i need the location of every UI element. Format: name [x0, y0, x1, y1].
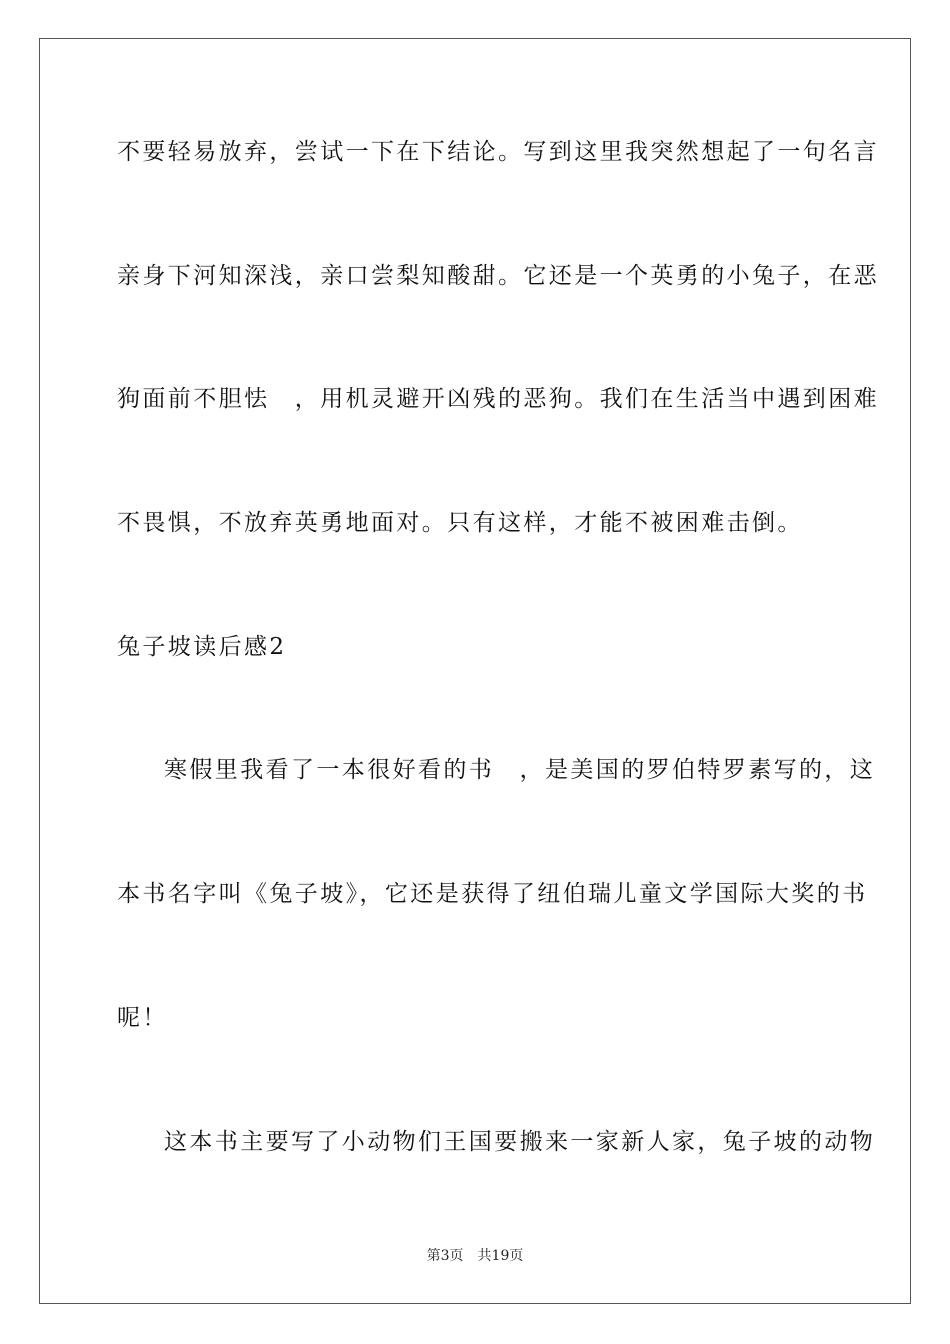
body-text-line: 这本书主要写了小动物们王国要搬来一家新人家，兔子坡的动物: [164, 1129, 876, 1155]
body-text-line: 寒假里我看了一本很好看的书 ，是美国的罗伯特罗素写的，这: [164, 757, 876, 783]
page-border: [39, 38, 911, 1304]
body-text-line: 不要轻易放弃，尝试一下在下结论。写到这里我突然想起了一句名言: [117, 139, 879, 165]
body-text-line: 狗面前不胆怯 ，用机灵避开凶残的恶狗。我们在生活当中遇到困难: [117, 386, 879, 412]
body-text-line: 本书名字叫《兔子坡》，它还是获得了纽伯瑞儿童文学国际大奖的书: [117, 881, 868, 907]
body-text-line: 亲身下河知深浅，亲口尝梨知酸甜。它还是一个英勇的小兔子，在恶: [117, 263, 879, 289]
body-text-line: 不畏惧，不放弃英勇地面对。只有这样，才能不被困难击倒。: [117, 510, 803, 536]
page-number: 第3页: [426, 1248, 464, 1264]
page-footer: [0, 1247, 950, 1265]
body-text-line: 呢！: [117, 1005, 168, 1031]
section-heading: 兔子坡读后感2: [117, 634, 287, 660]
page-total: 共19页: [477, 1248, 524, 1264]
